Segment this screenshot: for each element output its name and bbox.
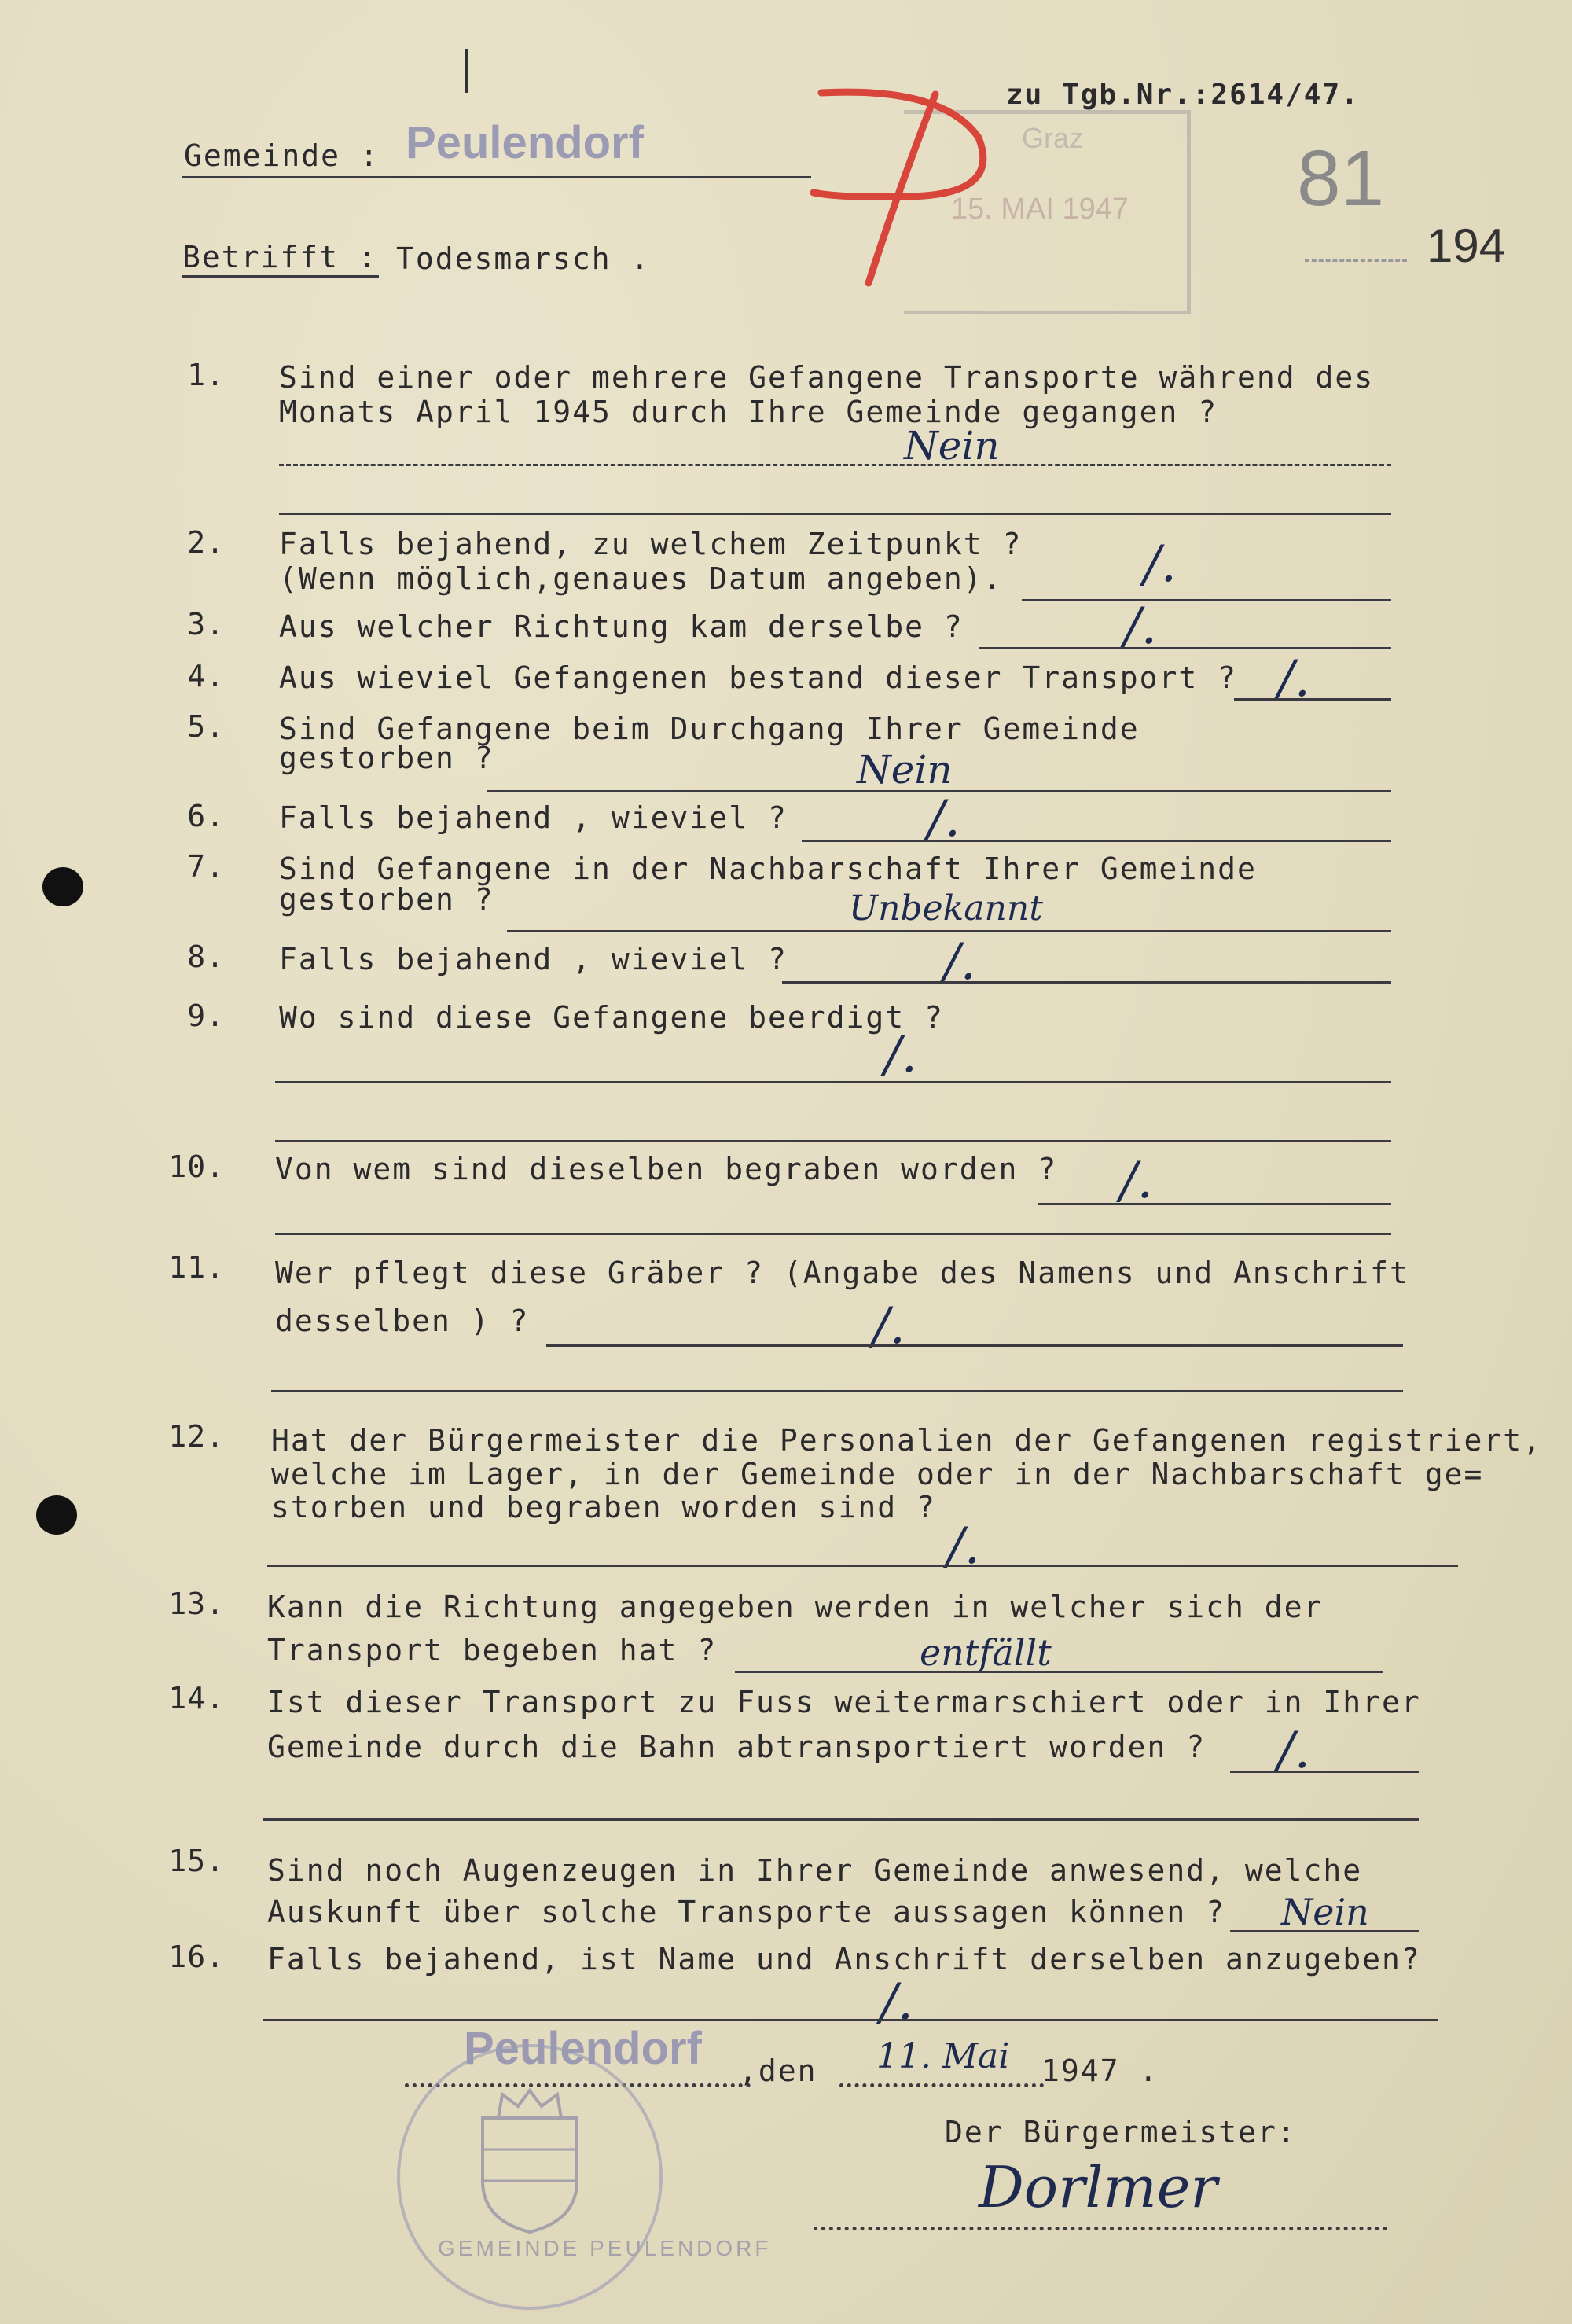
q15-line2: Auskunft über solche Transporte aussagen können ? <box>267 1895 1226 1929</box>
q13-answer: entfällt <box>920 1631 1052 1674</box>
q14-answer-line <box>1230 1771 1419 1773</box>
q4-line1: Aus wieviel Gefangenen bestand dieser Transport ? <box>279 660 1238 695</box>
q5-line1: Sind Gefangene beim Durchgang Ihrer Gemeinde <box>279 712 1140 746</box>
gemeinde-underline <box>182 176 811 178</box>
q12-line1: Hat der Bürgermeister die Personalien der Gefangenen registriert, <box>271 1423 1543 1458</box>
q15-line1: Sind noch Augenzeugen in Ihrer Gemeinde anwesend, welche <box>267 1853 1363 1888</box>
q3-line1: Aus welcher Richtung kam derselbe ? <box>279 609 964 644</box>
q13-line1: Kann die Richtung angegeben werden in welcher sich der <box>267 1590 1324 1624</box>
q13-answer-line <box>735 1671 1383 1673</box>
q8-line1: Falls bejahend , wieviel ? <box>279 942 788 976</box>
year: 1947 . <box>1041 2054 1159 2088</box>
q7-line2: gestorben ? <box>279 882 494 917</box>
received-stamp-city: Graz <box>1022 122 1084 154</box>
q15-answer: Nein <box>1281 1891 1369 1933</box>
q2-number: 2. <box>187 525 225 560</box>
q1-line1: Sind einer oder mehrere Gefangene Transporte während des <box>279 360 1375 395</box>
signature-dotted-line <box>814 2227 1387 2230</box>
q4-answer-line <box>1234 698 1391 701</box>
pencil-number: 81 <box>1297 134 1385 222</box>
q7-line1: Sind Gefangene in der Nachbarschaft Ihrer Gemeinde <box>279 851 1257 886</box>
q13-number: 13. <box>168 1587 225 1621</box>
q6-number: 6. <box>187 799 225 833</box>
date-dotted-line <box>839 2083 1044 2087</box>
q8-number: 8. <box>187 940 225 974</box>
betrifft-underline <box>182 275 379 278</box>
q2-line1: Falls bejahend, zu welchem Zeitpunkt ? <box>279 527 1023 561</box>
tick-mark <box>465 49 468 93</box>
den-label: ,den <box>739 2054 817 2088</box>
q14-line2: Gemeinde durch die Bahn abtransportiert worden ? <box>267 1730 1207 1764</box>
q11-answer: /. <box>872 1297 905 1355</box>
q5-answer: Nein <box>857 747 953 792</box>
q12-answer-line <box>267 1565 1458 1567</box>
q11-extra-line <box>271 1390 1403 1392</box>
q4-answer: /. <box>1277 650 1310 708</box>
q10-answer-line <box>1038 1203 1391 1205</box>
q5-number: 5. <box>187 709 225 744</box>
page-number: 194 <box>1427 219 1506 272</box>
q16-answer-line <box>263 2019 1438 2021</box>
q8-answer-line <box>782 981 1391 984</box>
q10-answer: /. <box>1120 1152 1153 1210</box>
q12-line2: welche im Lager, in der Gemeinde oder in der Nachbarschaft ge= <box>271 1457 1484 1491</box>
q9-extra-line <box>275 1140 1391 1142</box>
q11-number: 11. <box>168 1250 225 1285</box>
betrifft-value: Todesmarsch . <box>396 241 651 276</box>
date-handwritten: 11. Mai <box>876 2036 1010 2076</box>
q10-number: 10. <box>168 1149 225 1184</box>
q4-number: 4. <box>187 659 225 693</box>
q1-answer: Nein <box>904 423 1000 469</box>
place-stamp: Peulendorf <box>464 2023 702 2074</box>
q14-number: 14. <box>168 1681 225 1715</box>
q2-line2: (Wenn möglich,genaues Datum angeben). <box>279 561 1003 596</box>
q1-line2: Monats April 1945 durch Ihre Gemeinde gegangen ? <box>279 395 1218 429</box>
q7-answer-line <box>507 930 1391 932</box>
q5-line2: gestorben ? <box>279 741 494 775</box>
q2-answer: /. <box>1144 535 1177 594</box>
q9-line1: Wo sind diese Gefangene beerdigt ? <box>279 1000 944 1035</box>
q9-number: 9. <box>187 998 225 1033</box>
q14-answer: /. <box>1277 1722 1310 1780</box>
q16-number: 16. <box>168 1940 225 1974</box>
q3-number: 3. <box>187 607 225 642</box>
municipal-seal <box>397 2044 772 2310</box>
q12-answer: /. <box>947 1517 980 1576</box>
q12-line3: storben und begraben worden sind ? <box>271 1490 936 1524</box>
gemeinde-label: Gemeinde : <box>184 138 380 173</box>
q16-answer: /. <box>880 1973 913 2032</box>
q14-extra-line <box>263 1818 1419 1821</box>
pencil-dash <box>1305 259 1407 262</box>
q7-answer: Unbekannt <box>849 888 1043 928</box>
q15-answer-line <box>1230 1930 1419 1932</box>
q6-answer: /. <box>927 790 960 848</box>
mayor-signature: Dorlmer <box>979 2154 1218 2220</box>
q3-answer: /. <box>1124 598 1157 656</box>
received-stamp-date: 15. MAI 1947 <box>951 193 1129 226</box>
punch-hole <box>42 867 83 906</box>
q8-answer: /. <box>943 933 976 991</box>
betrifft-label: Betrifft : <box>182 240 378 274</box>
q7-number: 7. <box>187 849 225 884</box>
q11-line2: desselben ) ? <box>275 1304 530 1338</box>
q13-line2: Transport begeben hat ? <box>267 1633 718 1668</box>
reference-number: zu Tgb.Nr.:2614/47. <box>1006 79 1360 111</box>
seal-text: GEMEINDE PEULENDORF <box>438 2236 772 2260</box>
q11-answer-line <box>546 1344 1403 1347</box>
q9-answer-line <box>275 1081 1391 1083</box>
q3-answer-line <box>979 647 1391 649</box>
q14-line1: Ist dieser Transport zu Fuss weitermarschiert oder in Ihrer <box>267 1685 1421 1719</box>
q1-extra-line <box>279 513 1391 515</box>
q1-answer-line <box>279 464 1391 466</box>
q1-number: 1. <box>187 358 225 392</box>
q11-line1: Wer pflegt diese Gräber ? (Angabe des Namens und Anschrift <box>275 1256 1409 1290</box>
gemeinde-stamp: Peulendorf <box>406 117 644 168</box>
q12-number: 12. <box>168 1419 225 1454</box>
punch-hole <box>36 1495 77 1535</box>
q9-answer: /. <box>884 1026 917 1084</box>
q6-line1: Falls bejahend , wieviel ? <box>279 800 788 835</box>
q10-extra-line <box>275 1233 1391 1235</box>
red-crayon-mark <box>810 79 1006 291</box>
coat-of-arms-icon <box>467 2087 593 2236</box>
signer-label: Der Bürgermeister: <box>945 2115 1297 2149</box>
q16-line1: Falls bejahend, ist Name und Anschrift derselben anzugeben? <box>267 1942 1421 1977</box>
q10-line1: Von wem sind dieselben begraben worden ? <box>275 1152 1058 1186</box>
q6-answer-line <box>802 840 1391 842</box>
q15-number: 15. <box>168 1844 225 1878</box>
q2-answer-line <box>1022 599 1391 601</box>
